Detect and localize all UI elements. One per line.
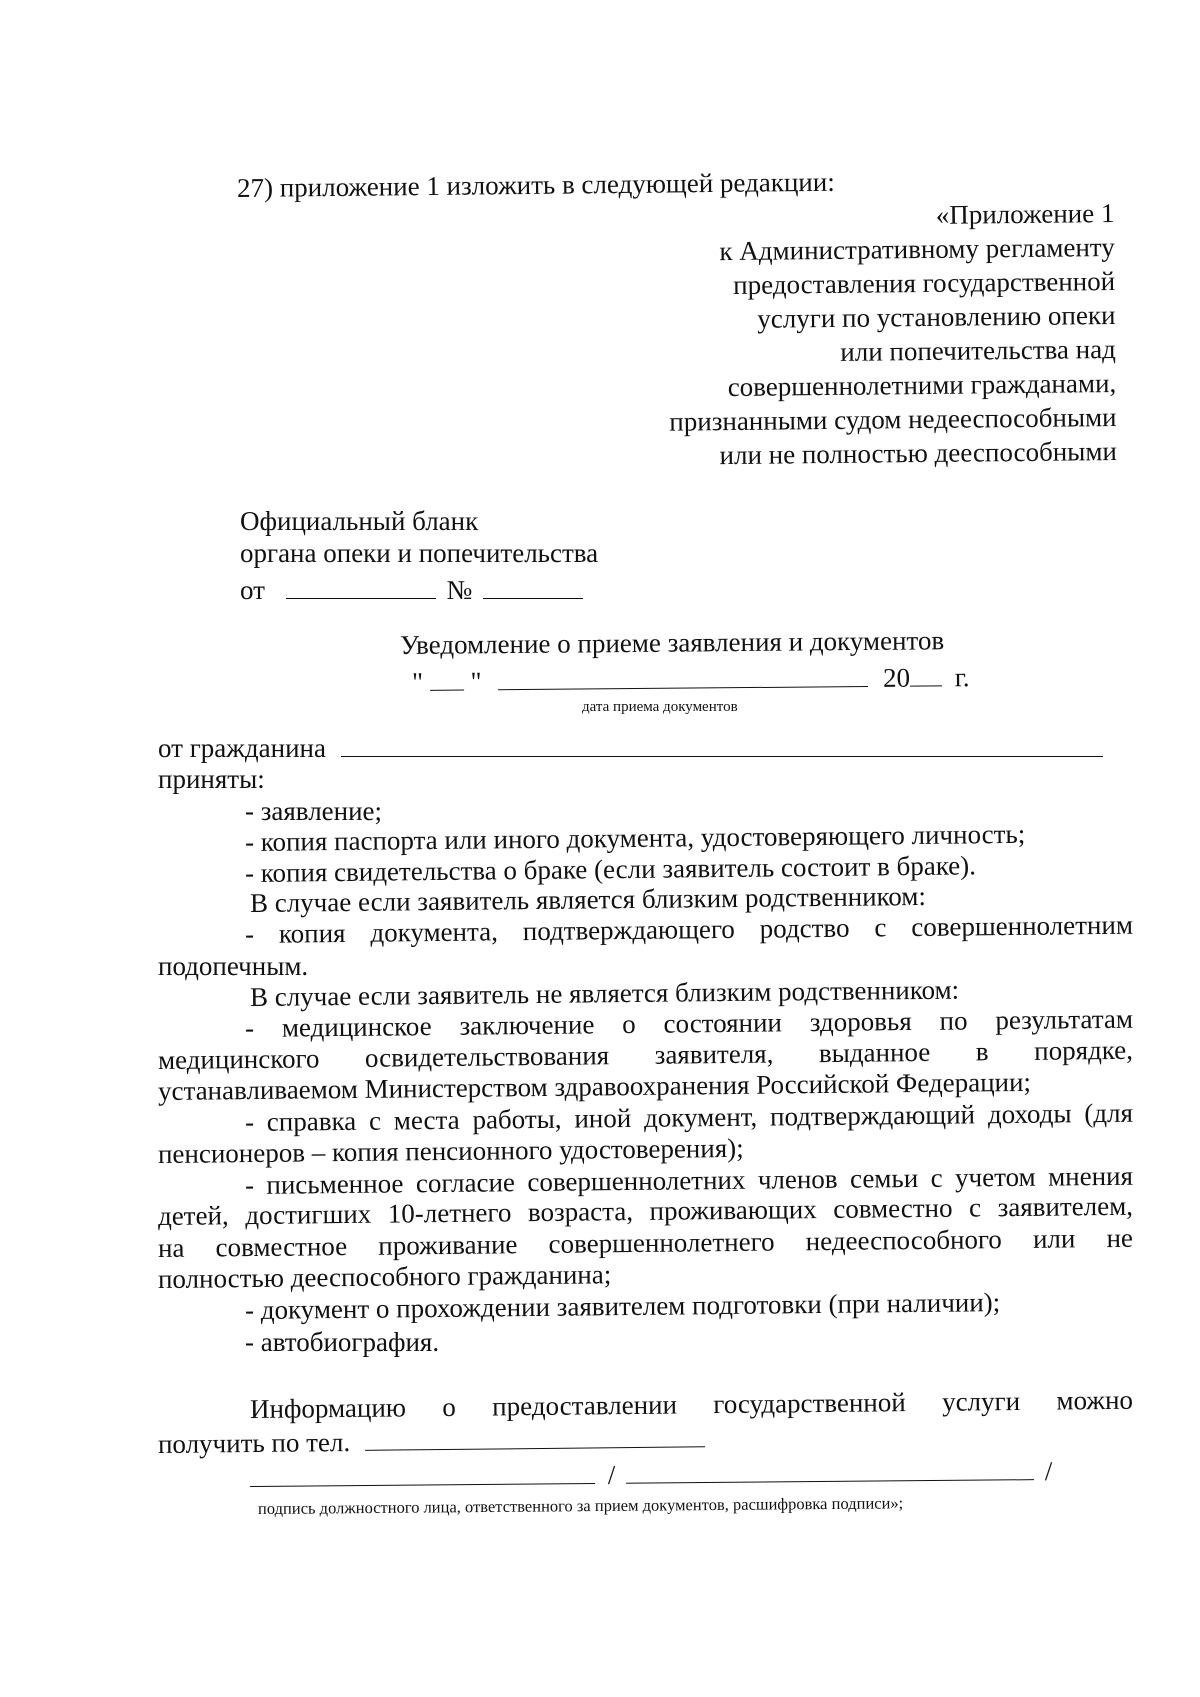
phone-field[interactable]	[365, 1419, 705, 1451]
list-item: - заявление;	[245, 796, 383, 826]
consent-line1: - письменное согласие совершеннолетних членов семьи с учетом мнения	[244, 1160, 1134, 1200]
appendix-line: или не полностью дееспособными	[719, 435, 1117, 471]
year-prefix: 20	[882, 662, 911, 693]
intro-text: 27) приложение 1 изложить в следующей редакции:	[236, 166, 835, 203]
consent-line2: детей, достигших 10-летнего возраста, проживающих совместно с заявителем,	[157, 1190, 1134, 1231]
appendix-line: или попечительства над	[839, 333, 1116, 367]
phone-label: получить по тел.	[157, 1426, 351, 1459]
year-suffix: г.	[954, 662, 970, 693]
blank-form-line2: органа опеки и попечительства	[240, 538, 599, 568]
quote-open: "	[411, 666, 424, 697]
citizen-row	[158, 729, 1103, 764]
list-item: - копия паспорта или иного документа, удостоверяющего личность;	[244, 818, 1026, 857]
notice-date-row	[412, 658, 970, 698]
day-field[interactable]	[430, 663, 464, 691]
list-item: - копия свидетельства о браке (если заявитель состоит в браке).	[244, 850, 977, 888]
appendix-heading	[667, 196, 1117, 473]
signature-row	[250, 1452, 1053, 1494]
appendix-line: признанными судом недееспособными	[668, 401, 1117, 437]
signature-caption: подпись должностного лица, ответственного за прием документов, расшифровка подписи»;	[257, 1493, 904, 1518]
consent-line3: на совместное проживание совершеннолетнего недееспособного или не	[157, 1222, 1134, 1263]
consent-line4: полностью дееспособного гражданина;	[157, 1259, 612, 1294]
appendix-line: предоставления государственной	[732, 265, 1116, 300]
med-line3: устанавливаемом Министерством здравоохранения Российской Федерации;	[157, 1066, 1032, 1106]
number-field[interactable]	[483, 571, 583, 599]
citizen-name-field[interactable]	[341, 729, 1103, 757]
close-relative-heading: В случае если заявитель является близким родственником:	[249, 880, 927, 918]
close-relative-item-line2: подопечным.	[158, 951, 309, 981]
month-field[interactable]	[498, 659, 868, 690]
from-label: от	[240, 575, 265, 605]
med-line2: медицинского освидетельствования заявителя, выданное в порядке,	[157, 1034, 1134, 1075]
signature-field[interactable]	[250, 1456, 595, 1487]
blank-form-number-row	[240, 571, 583, 606]
blank-form-line1: Официальный бланк	[240, 506, 479, 536]
appendix-line: услуги по установлению опеки	[756, 299, 1116, 334]
info-line1: Информацию о предоставлении государственной услуги можно	[249, 1384, 1134, 1424]
appendix-line: «Приложение 1	[935, 197, 1115, 230]
appendix-line: совершеннолетними гражданами,	[727, 367, 1117, 403]
close-relative-item-line1: - копия документа, подтверждающего родство с совершеннолетним	[244, 909, 1134, 949]
not-relative-heading: В случае если заявитель не является близким родственником:	[249, 974, 960, 1012]
bio-item: - автобиография.	[245, 1327, 440, 1357]
phone-row	[158, 1419, 705, 1460]
year-field[interactable]	[910, 658, 942, 686]
income-line2: пенсионеров – копия пенсионного удостоверения);	[157, 1132, 744, 1169]
from-date-field[interactable]	[286, 571, 436, 599]
citizen-label: от гражданина	[158, 733, 326, 763]
med-line1: - медицинское заключение о состоянии здоровья по результатам	[244, 1003, 1134, 1043]
appendix-line: к Административному регламенту	[719, 231, 1115, 267]
training-item: - документ о прохождении заявителем подготовки (при наличии);	[244, 1287, 1001, 1325]
signature-decoding-field[interactable]	[626, 1452, 1034, 1484]
signature-slash: /	[1044, 1455, 1053, 1487]
income-line1: - справка с места работы, иной документ, подтверждающий доходы (для	[244, 1097, 1134, 1137]
date-caption: дата приема документов	[582, 699, 738, 715]
signature-slash: /	[607, 1459, 616, 1490]
notice-title: Уведомление о приеме заявления и документов	[399, 625, 945, 660]
accepted-label: приняты:	[158, 764, 265, 794]
quote-close: "	[470, 666, 482, 697]
number-label: №	[446, 575, 473, 605]
